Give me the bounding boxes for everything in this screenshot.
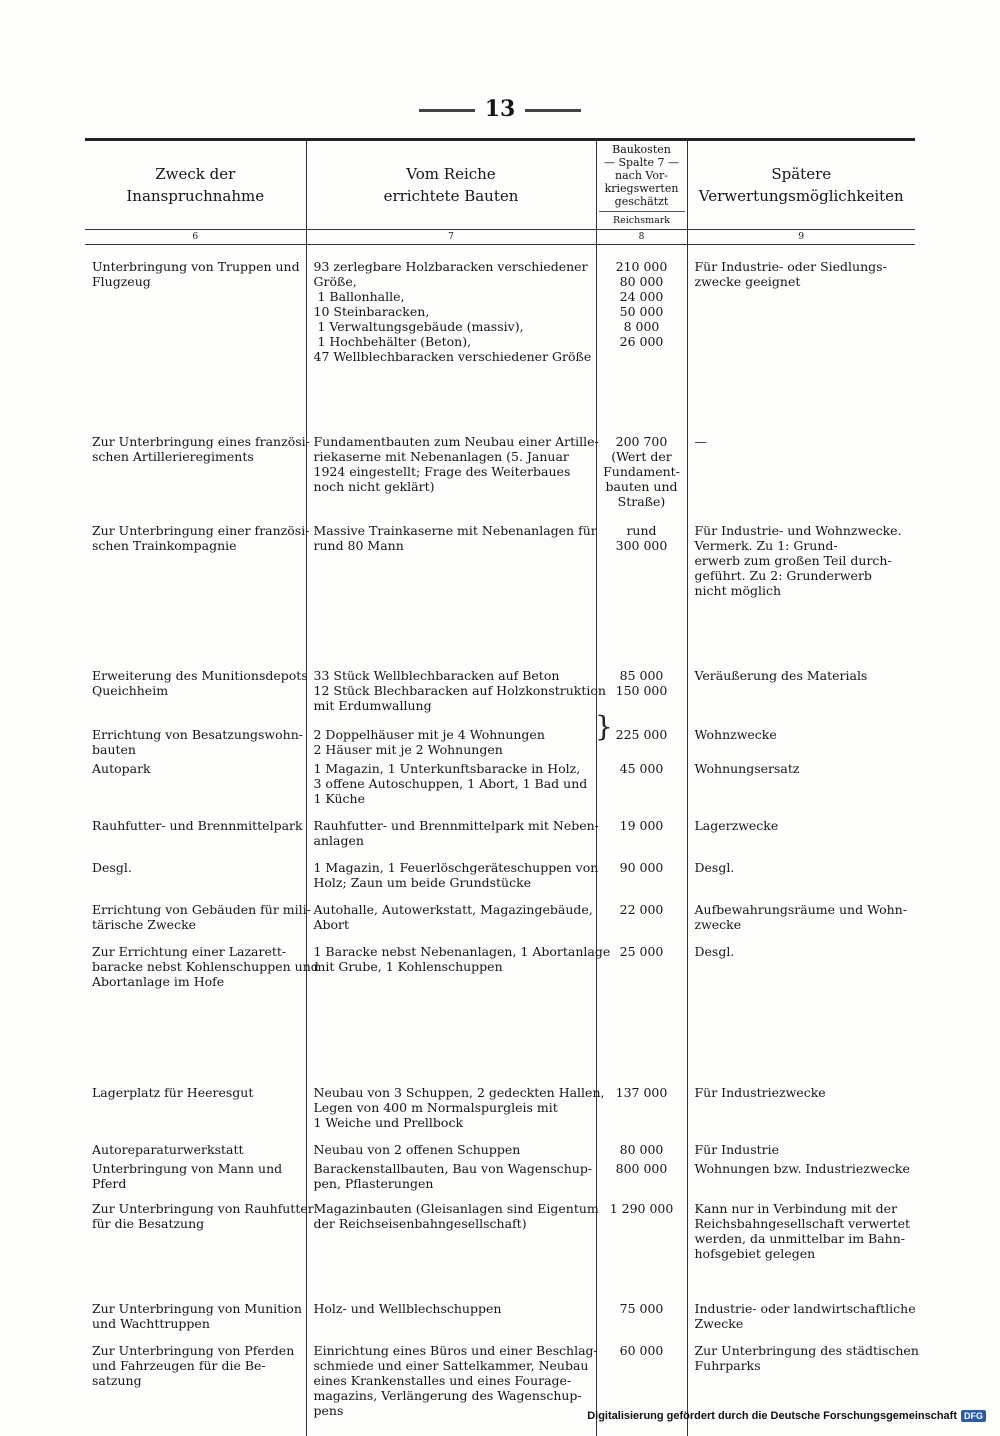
cell-cost-line: 45 000 <box>599 761 685 776</box>
spacer-cell <box>85 1418 306 1436</box>
cell-cost-line: 210 000 <box>599 259 685 274</box>
cell-use-line: Für Industrie- oder Siedlungs- <box>695 259 909 274</box>
cell-cost <box>596 598 687 713</box>
cell-purpose-line: für die Besatzung <box>92 1216 299 1231</box>
cell-purpose-line: Zur Unterbringung von Pferden <box>92 1343 299 1358</box>
cell-cost-line: 24 000 <box>599 289 685 304</box>
cell-use-line: Reichsbahngesellschaft verwertet <box>695 1216 909 1231</box>
cell-cost-line: 90 000 <box>599 860 685 875</box>
cell-use-line: erwerb zum großen Teil durch- <box>695 553 909 568</box>
cell-use <box>687 1130 915 1157</box>
cell-buildings-line: Autohalle, Autowerkstatt, Magazingebäude, <box>314 902 589 917</box>
cell-buildings <box>306 757 596 806</box>
cell-use-line: Für Industriezwecke <box>695 1085 909 1100</box>
ornament-right <box>525 109 581 112</box>
table-row <box>85 245 915 365</box>
cell-buildings <box>306 1157 596 1191</box>
cell-cost-line: 1 290 000 <box>599 1201 685 1216</box>
cell-cost-line: 85 000 <box>599 668 685 683</box>
cell-purpose <box>85 364 306 509</box>
cell-buildings-line: 47 Wellblechbaracken verschiedener Größe <box>314 349 589 364</box>
cell-use <box>687 713 915 757</box>
cell-buildings <box>306 989 596 1130</box>
cell-buildings-line: Legen von 400 m Normalspurgleis mit <box>314 1100 589 1115</box>
cell-purpose <box>85 848 306 890</box>
cell-use-line: Wohnzwecke <box>695 727 909 742</box>
cell-buildings-line: 1 Baracke nebst Nebenanlagen, 1 Abortanlage <box>314 944 589 959</box>
cell-cost-line: 25 000 <box>599 944 685 959</box>
table-body <box>85 245 915 1436</box>
cell-buildings-line: der Reichseisenbahngesellschaft) <box>314 1216 589 1231</box>
cell-use <box>687 245 915 365</box>
table-row <box>85 1331 915 1418</box>
cell-use <box>687 757 915 806</box>
cell-use <box>687 989 915 1130</box>
cell-purpose-line: tärische Zwecke <box>92 917 299 932</box>
cell-use <box>687 598 915 713</box>
cell-cost-line: bauten und <box>599 479 685 494</box>
column-number: 7 <box>306 230 596 245</box>
cell-buildings-line: pens <box>314 1403 589 1418</box>
cell-use-line: Kann nur in Verbindung mit der <box>695 1201 909 1216</box>
cell-purpose <box>85 890 306 932</box>
cell-purpose-line: Zur Unterbringung einer französi- <box>92 523 299 538</box>
data-table <box>85 141 915 1436</box>
cell-buildings-line: Neubau von 2 offenen Schuppen <box>314 1142 589 1157</box>
cell-purpose <box>85 1191 306 1261</box>
cell-purpose <box>85 932 306 989</box>
cell-purpose <box>85 509 306 598</box>
cell-buildings-line: pen, Pflasterungen <box>314 1176 589 1191</box>
cell-purpose-line: bauten <box>92 742 299 757</box>
cell-buildings-line: Einrichtung eines Büros und einer Beschlag- <box>314 1343 589 1358</box>
cell-buildings-line: anlagen <box>314 833 589 848</box>
cell-cost <box>596 757 687 806</box>
cell-purpose-line: schen Trainkompagnie <box>92 538 299 553</box>
cell-buildings-line: 2 Häuser mit je 2 Wohnungen <box>314 742 589 757</box>
cell-buildings-line: Neubau von 3 Schuppen, 2 gedeckten Hallen, <box>314 1085 589 1100</box>
ornament-left <box>419 109 475 112</box>
cell-use <box>687 364 915 509</box>
cell-use <box>687 509 915 598</box>
cell-buildings <box>306 1331 596 1418</box>
cell-purpose-line: Rauhfutter- und Brennmittelpark <box>92 818 299 833</box>
cell-cost-line: Straße) <box>599 494 685 509</box>
cell-buildings-line: schmiede und einer Sattelkammer, Neubau <box>314 1358 589 1373</box>
header-purpose: Zweck der Inanspruchnahme <box>85 141 306 230</box>
table-row <box>85 598 915 713</box>
cell-use <box>687 848 915 890</box>
cell-purpose-line: und Wachttruppen <box>92 1316 299 1331</box>
cell-use-line: Desgl. <box>695 860 909 875</box>
cell-purpose <box>85 713 306 757</box>
cell-buildings-line: Größe, <box>314 274 589 289</box>
cell-buildings-line: rund 80 Mann <box>314 538 589 553</box>
cell-cost <box>596 509 687 598</box>
cell-cost-line: 60 000 <box>599 1343 685 1358</box>
cell-use-line: Desgl. <box>695 944 909 959</box>
table-row <box>85 1130 915 1157</box>
cell-purpose-line: Pferd <box>92 1176 299 1191</box>
cell-use-line: Fuhrparks <box>695 1358 909 1373</box>
cell-use-line: Zur Unterbringung des städtischen <box>695 1343 909 1358</box>
cell-buildings-line: 1 Magazin, 1 Feuerlöschgeräteschuppen von <box>314 860 589 875</box>
cell-buildings-line: 3 offene Autoschuppen, 1 Abort, 1 Bad und <box>314 776 589 791</box>
table-row <box>85 890 915 932</box>
column-number: 6 <box>85 230 306 245</box>
cell-cost <box>596 1157 687 1191</box>
cell-cost-line: 225 000 <box>599 727 685 742</box>
cell-purpose-line: Errichtung von Besatzungswohn- <box>92 727 299 742</box>
cell-use-line: Für Industrie- und Wohnzwecke. <box>695 523 909 538</box>
cell-use-line: Aufbewahrungsräume und Wohn- <box>695 902 909 917</box>
cell-cost-line: 80 000 <box>599 1142 685 1157</box>
cell-cost <box>596 1261 687 1331</box>
cell-cost <box>596 989 687 1130</box>
cell-use-line: geführt. Zu 2: Grunderwerb <box>695 568 909 583</box>
cell-cost-line: 50 000 <box>599 304 685 319</box>
cell-purpose-line: Flugzeug <box>92 274 299 289</box>
cell-purpose-line: Desgl. <box>92 860 299 875</box>
column-number: 9 <box>687 230 915 245</box>
table-row <box>85 364 915 509</box>
table-row <box>85 1191 915 1261</box>
cell-purpose-line: Zur Unterbringung eines französi- <box>92 434 299 449</box>
header-cost: Baukosten — Spalte 7 — nach Vor- kriegswerten geschätzt Reichsmark <box>596 141 687 230</box>
cell-cost-line: 200 700 <box>599 434 685 449</box>
cell-cost <box>596 1331 687 1418</box>
cell-cost-line: (Wert der <box>599 449 685 464</box>
cell-cost <box>596 890 687 932</box>
table-row <box>85 989 915 1130</box>
brace-mark: } <box>595 713 613 741</box>
cell-purpose-line: Lagerplatz für Heeresgut <box>92 1085 299 1100</box>
cell-use-line: zwecke <box>695 917 909 932</box>
cell-buildings <box>306 890 596 932</box>
cell-cost-line: 26 000 <box>599 334 685 349</box>
cell-purpose <box>85 1261 306 1331</box>
cell-buildings <box>306 806 596 848</box>
table-row <box>85 932 915 989</box>
cell-cost-line: Fundament- <box>599 464 685 479</box>
cell-purpose-line: Autopark <box>92 761 299 776</box>
cell-purpose-line: Errichtung von Gebäuden für mili- <box>92 902 299 917</box>
cell-purpose <box>85 757 306 806</box>
cell-buildings <box>306 848 596 890</box>
cell-purpose-line: baracke nebst Kohlenschuppen und <box>92 959 299 974</box>
cell-purpose-line: Queichheim <box>92 683 299 698</box>
data-table-container <box>85 138 915 1436</box>
cell-use-line: Zwecke <box>695 1316 909 1331</box>
cell-use <box>687 1331 915 1418</box>
cell-purpose <box>85 245 306 365</box>
cell-purpose-line: satzung <box>92 1373 299 1388</box>
cell-purpose <box>85 989 306 1130</box>
cell-cost-line: 8 000 <box>599 319 685 334</box>
dfg-logo: DFG <box>961 1410 986 1422</box>
spacer-cell <box>306 1418 596 1436</box>
header-row <box>85 141 915 230</box>
cell-use-line: nicht möglich <box>695 583 909 598</box>
cell-use-line: Vermerk. Zu 1: Grund- <box>695 538 909 553</box>
cell-use-line: Lagerzwecke <box>695 818 909 833</box>
cell-cost <box>596 245 687 365</box>
cell-buildings-line: 12 Stück Blechbaracken auf Holzkonstruktion <box>314 683 589 698</box>
cell-cost-line: 22 000 <box>599 902 685 917</box>
table-row <box>85 1261 915 1331</box>
header-cost-unit: Reichsmark <box>599 211 685 227</box>
cell-cost-line: 75 000 <box>599 1301 685 1316</box>
cell-cost-line: 300 000 <box>599 538 685 553</box>
cell-use-line: Wohnungen bzw. Industriezwecke <box>695 1161 909 1176</box>
cell-purpose-line: Autoreparaturwerkstatt <box>92 1142 299 1157</box>
cell-purpose-line: und Fahrzeugen für die Be- <box>92 1358 299 1373</box>
table-row <box>85 806 915 848</box>
cell-buildings-line: 1 Ballonhalle, <box>314 289 589 304</box>
cell-buildings-line: Holz; Zaun um beide Grundstücke <box>314 875 589 890</box>
cell-buildings-line: 10 Steinbaracken, <box>314 304 589 319</box>
cell-buildings-line: eines Krankenstalles und eines Fourage- <box>314 1373 589 1388</box>
cell-purpose <box>85 1331 306 1418</box>
cell-purpose-line: Unterbringung von Mann und <box>92 1161 299 1176</box>
cell-purpose <box>85 806 306 848</box>
cell-use-line: Für Industrie <box>695 1142 909 1157</box>
cell-cost-line: 19 000 <box>599 818 685 833</box>
cell-buildings <box>306 1191 596 1261</box>
cell-use <box>687 1157 915 1191</box>
cell-cost <box>596 364 687 509</box>
cell-buildings-line: 1 Weiche und Prellbock <box>314 1115 589 1130</box>
header-use: Spätere Verwertungsmöglichkeiten <box>687 141 915 230</box>
cell-cost-line: rund <box>599 523 685 538</box>
cell-purpose-line: Zur Errichtung einer Lazarett- <box>92 944 299 959</box>
column-number: 8 <box>596 230 687 245</box>
cell-cost-line: 80 000 <box>599 274 685 289</box>
table-row <box>85 757 915 806</box>
cell-cost <box>596 1130 687 1157</box>
dfg-credit: Digitalisierung gefördert durch die Deutsche Forschungsgemeinschaft DFG <box>587 1410 986 1422</box>
table-row <box>85 509 915 598</box>
cell-buildings-line: 1924 eingestellt; Frage des Weiterbaues <box>314 464 589 479</box>
cell-buildings-line: magazins, Verlängerung des Wagenschup- <box>314 1388 589 1403</box>
table-row <box>85 713 915 757</box>
cell-purpose-line: schen Artillerieregiments <box>92 449 299 464</box>
cell-buildings-line: 2 Doppelhäuser mit je 4 Wohnungen <box>314 727 589 742</box>
cell-cost-line: 137 000 <box>599 1085 685 1100</box>
cell-buildings <box>306 509 596 598</box>
cell-buildings-line: mit Grube, 1 Kohlenschuppen <box>314 959 589 974</box>
header-buildings: Vom Reiche errichtete Bauten <box>306 141 596 230</box>
cell-use-line: Veräußerung des Materials <box>695 668 909 683</box>
cell-purpose <box>85 1130 306 1157</box>
table-row <box>85 1157 915 1191</box>
cell-buildings-line: 1 Magazin, 1 Unterkunftsbaracke in Holz, <box>314 761 589 776</box>
cell-cost-line: 150 000 <box>599 683 685 698</box>
cell-use-line: hofsgebiet gelegen <box>695 1246 909 1261</box>
cell-buildings-line: Rauhfutter- und Brennmittelpark mit Neben- <box>314 818 589 833</box>
cell-purpose-line: Erweiterung des Munitionsdepots <box>92 668 299 683</box>
page-number: 13 <box>0 96 1000 122</box>
cell-buildings-line: 1 Verwaltungsgebäude (massiv), <box>314 319 589 334</box>
cell-buildings-line: mit Erdumwallung <box>314 698 589 713</box>
cell-cost <box>596 1191 687 1261</box>
cell-purpose-line: Abortanlage im Hofe <box>92 974 299 989</box>
cell-buildings <box>306 932 596 989</box>
table-row <box>85 848 915 890</box>
cell-buildings-line: riekaserne mit Nebenanlagen (5. Januar <box>314 449 589 464</box>
cell-use-line: Wohnungsersatz <box>695 761 909 776</box>
cell-cost-line: 800 000 <box>599 1161 685 1176</box>
cell-buildings-line: 33 Stück Wellblechbaracken auf Beton <box>314 668 589 683</box>
cell-use-line: werden, da unmittelbar im Bahn- <box>695 1231 909 1246</box>
cell-use <box>687 806 915 848</box>
cell-buildings-line: noch nicht geklärt) <box>314 479 589 494</box>
cell-buildings-line: 1 Hochbehälter (Beton), <box>314 334 589 349</box>
cell-use <box>687 890 915 932</box>
cell-buildings-line: Barackenstallbauten, Bau von Wagenschup- <box>314 1161 589 1176</box>
cell-buildings <box>306 1261 596 1331</box>
cell-buildings-line: Holz- und Wellblechschuppen <box>314 1301 589 1316</box>
column-number-row <box>85 230 915 245</box>
cell-buildings-line: Abort <box>314 917 589 932</box>
cell-buildings <box>306 364 596 509</box>
cell-use <box>687 1191 915 1261</box>
cell-purpose-line: Unterbringung von Truppen und <box>92 259 299 274</box>
cell-buildings-line: 93 zerlegbare Holzbaracken verschiedener <box>314 259 589 274</box>
cell-cost <box>596 806 687 848</box>
cell-use-line: zwecke geeignet <box>695 274 909 289</box>
cell-purpose <box>85 598 306 713</box>
cell-use <box>687 1261 915 1331</box>
cell-buildings <box>306 1130 596 1157</box>
cell-cost <box>596 932 687 989</box>
cell-purpose <box>85 1157 306 1191</box>
cell-use <box>687 932 915 989</box>
cell-buildings <box>306 713 596 757</box>
cell-buildings <box>306 245 596 365</box>
cell-buildings-line: Fundamentbauten zum Neubau einer Artille- <box>314 434 589 449</box>
cell-buildings <box>306 598 596 713</box>
cell-buildings-line: Massive Trainkaserne mit Nebenanlagen für <box>314 523 589 538</box>
cell-buildings-line: 1 Küche <box>314 791 589 806</box>
cell-use-line: — <box>695 434 909 449</box>
cell-cost <box>596 848 687 890</box>
cell-purpose-line: Zur Unterbringung von Munition <box>92 1301 299 1316</box>
cell-use-line: Industrie- oder landwirtschaftliche <box>695 1301 909 1316</box>
cell-purpose-line: Zur Unterbringung von Rauhfutter <box>92 1201 299 1216</box>
cell-buildings-line: Magazinbauten (Gleisanlagen sind Eigentum <box>314 1201 589 1216</box>
